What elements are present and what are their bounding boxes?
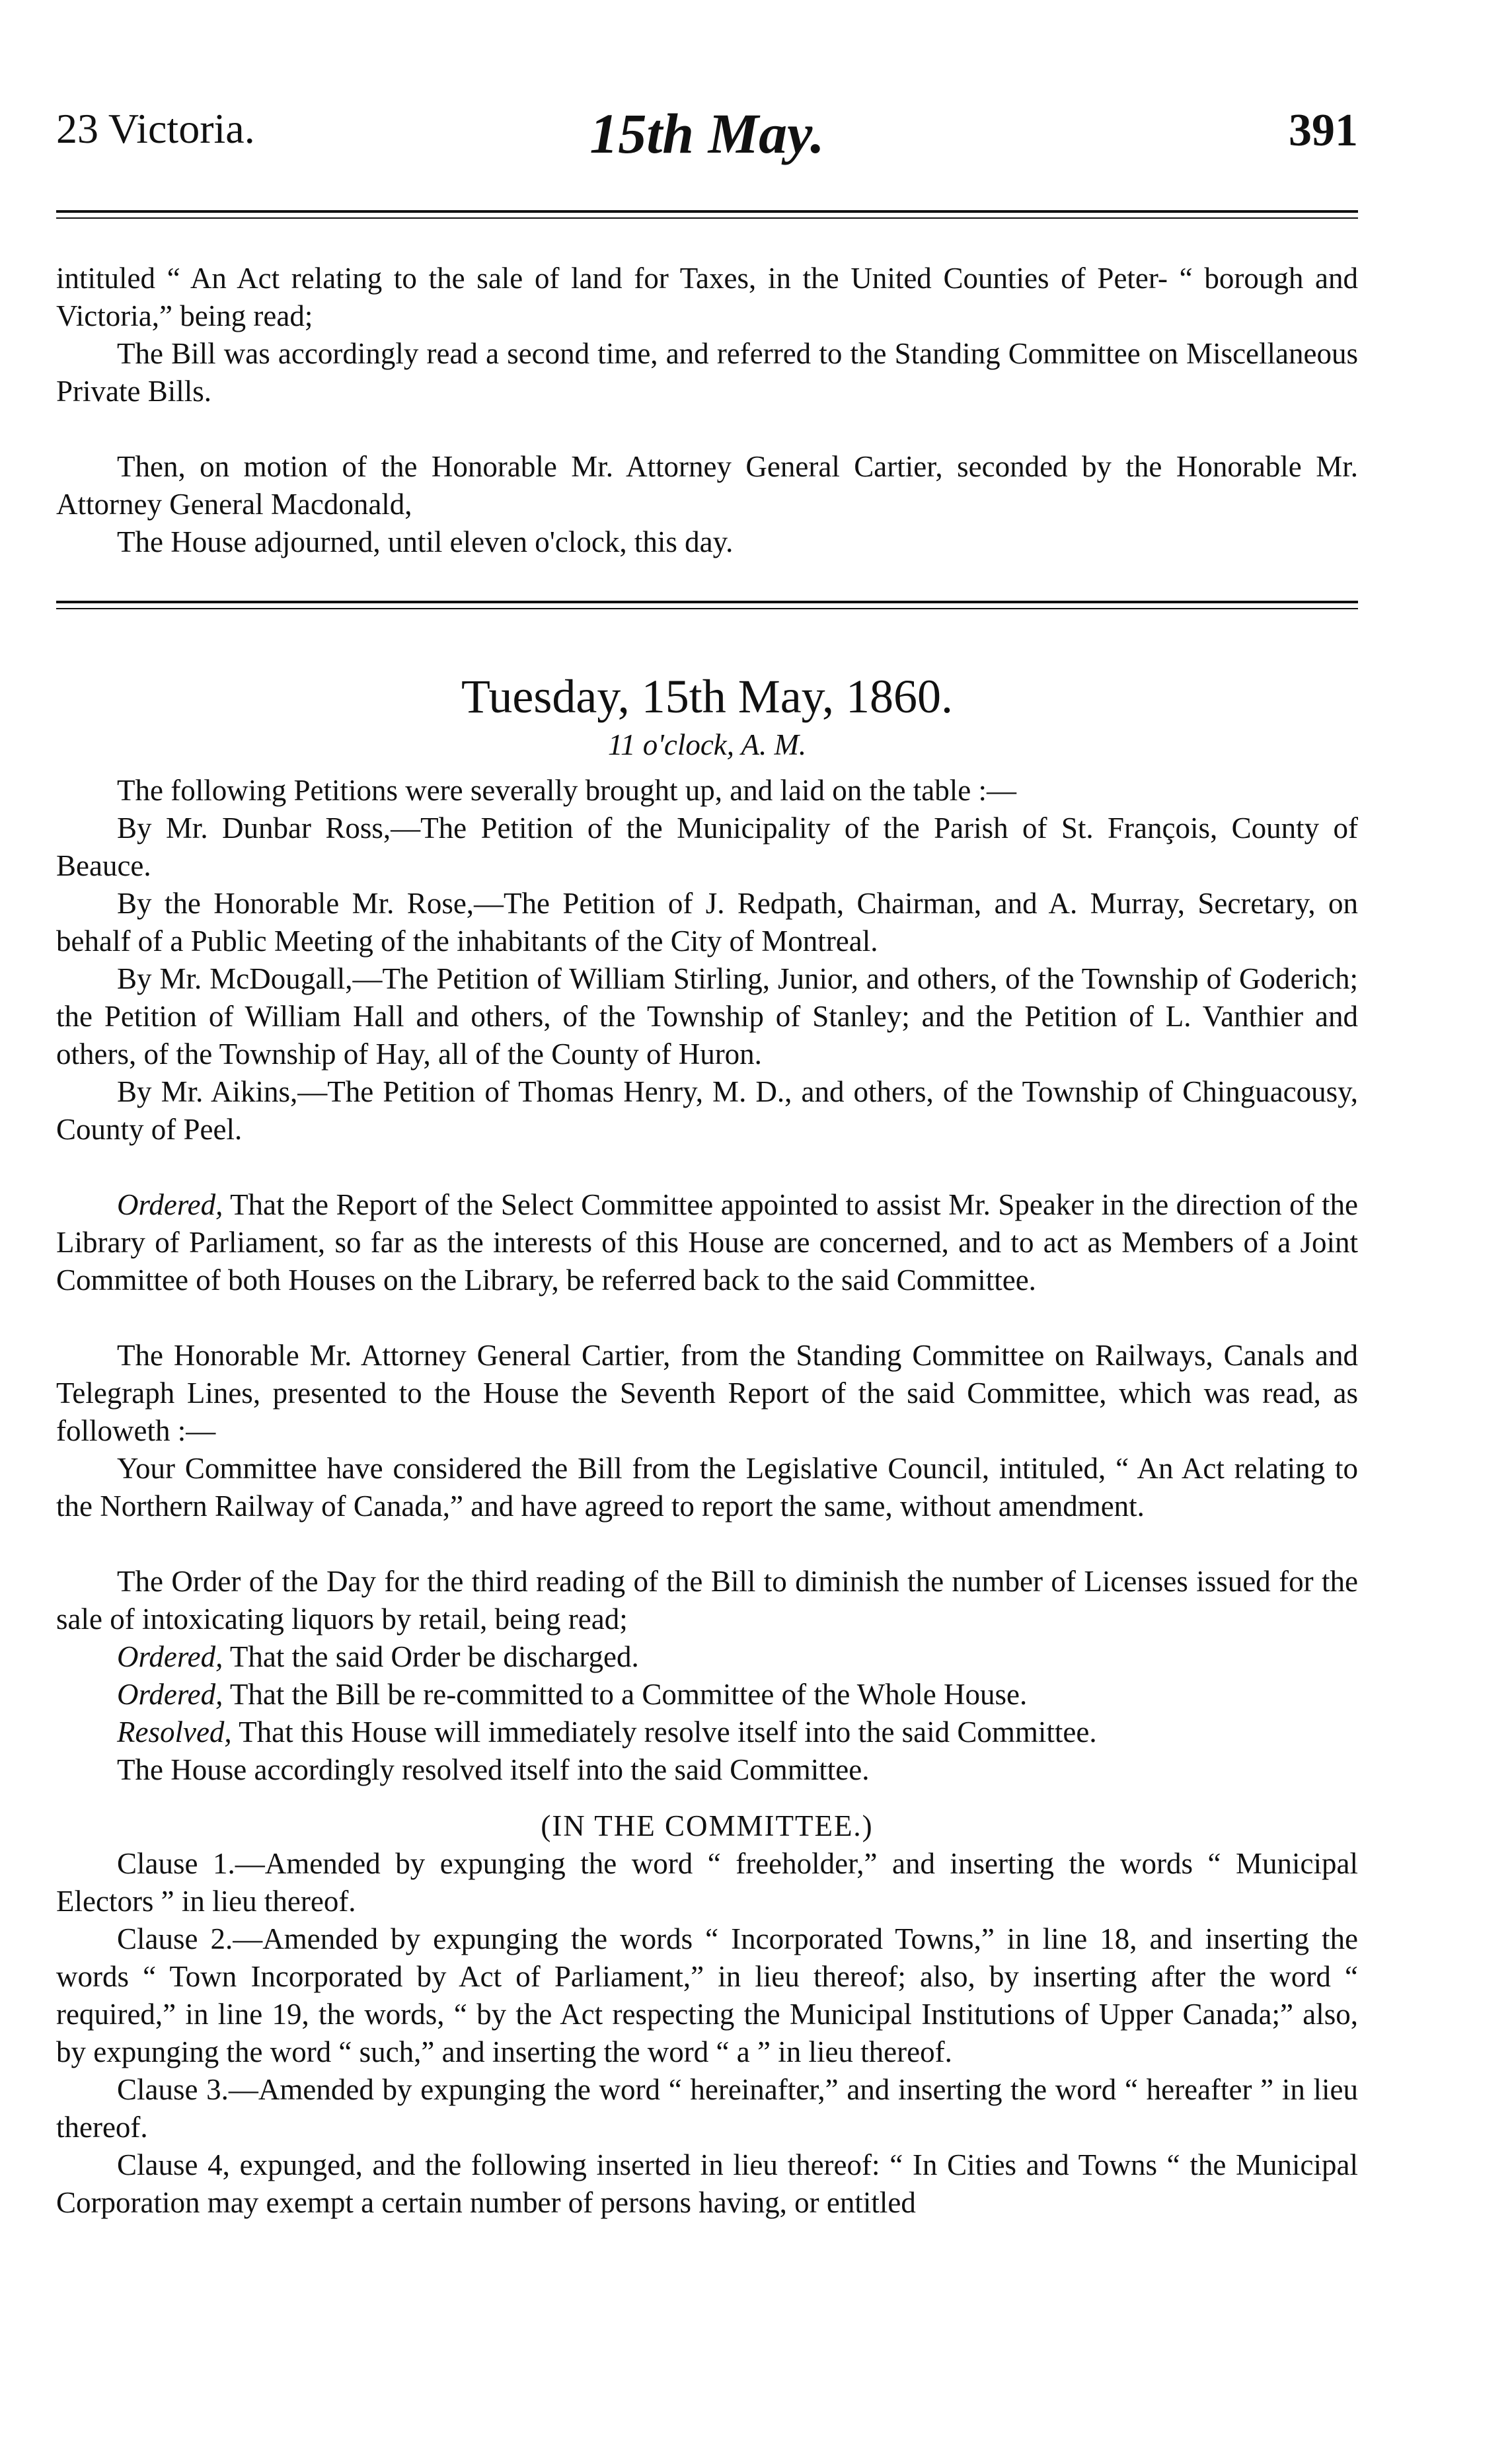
- railway-report-text: Your Committee have considered the Bill from the Legislative Council, intituled, “ An Act relating to the Northern Railway of Canada,” and have agreed to report the same, without amendment.: [56, 1452, 1358, 1523]
- order-line: Ordered, That the Bill be re-committed to a Committee of the Whole House.: [117, 1678, 1028, 1711]
- paragraph: Then, on motion of the Honorable Mr. Attorney General Cartier, seconded by the Honorable Mr. Attorney General Macdonald,: [56, 450, 1358, 521]
- page-body: [56, 260, 1358, 2222]
- order-line: Ordered, That the said Order be discharged.: [117, 1640, 639, 1673]
- regnal-year: 23 Victoria.: [56, 105, 255, 152]
- running-header: [56, 104, 1358, 177]
- clause: Clause 2.—Amended by expunging the words “ Incorporated Towns,” in line 18, and inserting the words “ Town Incorporated by Act of Parliament,” in lieu thereof; also, by inserting after the word “ required,” in line 19, the words, “ by the Act respecting the Municipal Institutions of Upper Canada;” also, by expunging the word “ such,” and inserting the word “ a ” in lieu thereof.: [56, 1922, 1358, 2068]
- order-line: Resolved, That this House will immediately resolve itself into the said Committee.: [117, 1716, 1097, 1749]
- order-of-day: The Order of the Day for the third reading of the Bill to diminish the number of Licenses issued for the sale of intoxicating liquors by retail, being read;: [56, 1565, 1358, 1636]
- order-line: The House accordingly resolved itself into the said Committee.: [117, 1753, 870, 1786]
- petition-item: By Mr. McDougall,—The Petition of William Stirling, Junior, and others, of the Township of Goderich; the Petition of William Hall and others, of the Township of Stanley; and the Petition of L. Vanthier and others, of the Township of Hay, all of the County of Huron.: [56, 962, 1358, 1071]
- section-rule: [56, 601, 1358, 603]
- clause: Clause 3.—Amended by expunging the word “ hereinafter,” and inserting the word “ hereafter ” in lieu thereof.: [56, 2073, 1358, 2144]
- petition-item: By Mr. Aikins,—The Petition of Thomas Henry, M. D., and others, of the Township of Chinguacousy, County of Peel.: [56, 1075, 1358, 1146]
- paragraph: intituled “ An Act relating to the sale of land for Taxes, in the United Counties of Peter- “ borough and Victoria,” being read;: [56, 262, 1358, 332]
- petition-item: By Mr. Dunbar Ross,—The Petition of the Municipality of the Parish of St. François, County of Beauce.: [56, 811, 1358, 882]
- committee-heading: (IN THE COMMITTEE.): [541, 1809, 874, 1842]
- header-date: 15th May.: [589, 102, 825, 165]
- sitting-date: Tuesday, 15th May, 1860.: [461, 670, 953, 723]
- petition-item: By the Honorable Mr. Rose,—The Petition of J. Redpath, Chairman, and A. Murray, Secretary, on behalf of a Public Meeting of the inhabitants of the City of Montreal.: [56, 887, 1358, 958]
- paragraph: The Bill was accordingly read a second time, and referred to the Standing Committee on Miscellaneous Private Bills.: [56, 337, 1358, 408]
- sitting-time: 11 o'clock, A. M.: [607, 728, 807, 761]
- library-order: Ordered, That the Report of the Select Committee appointed to assist Mr. Speaker in the direction of the Library of Parliament, so far as the interests of this House are concerned, and to act as Members of a Joint Committee of both Houses on the Library, be referred back to the said Committee.: [56, 1188, 1359, 1297]
- clause: Clause 1.—Amended by expunging the word “ freeholder,” and inserting the words “ Municipal Electors ” in lieu thereof.: [56, 1847, 1358, 1918]
- clause: Clause 4, expunged, and the following inserted in lieu thereof: “ In Cities and Towns “ the Municipal Corporation may exempt a certain number of persons having, or entitled: [56, 2148, 1358, 2219]
- railway-report: The Honorable Mr. Attorney General Cartier, from the Standing Committee on Railways, Canals and Telegraph Lines, presented to the House the Seventh Report of the said Committee, which was read, as followeth :—: [56, 1339, 1358, 1447]
- petition-intro: The following Petitions were severally brought up, and laid on the table :—: [117, 774, 1016, 807]
- header-rule: [56, 210, 1358, 213]
- page-number: 391: [1289, 105, 1358, 156]
- paragraph: The House adjourned, until eleven o'clock, this day.: [117, 525, 734, 558]
